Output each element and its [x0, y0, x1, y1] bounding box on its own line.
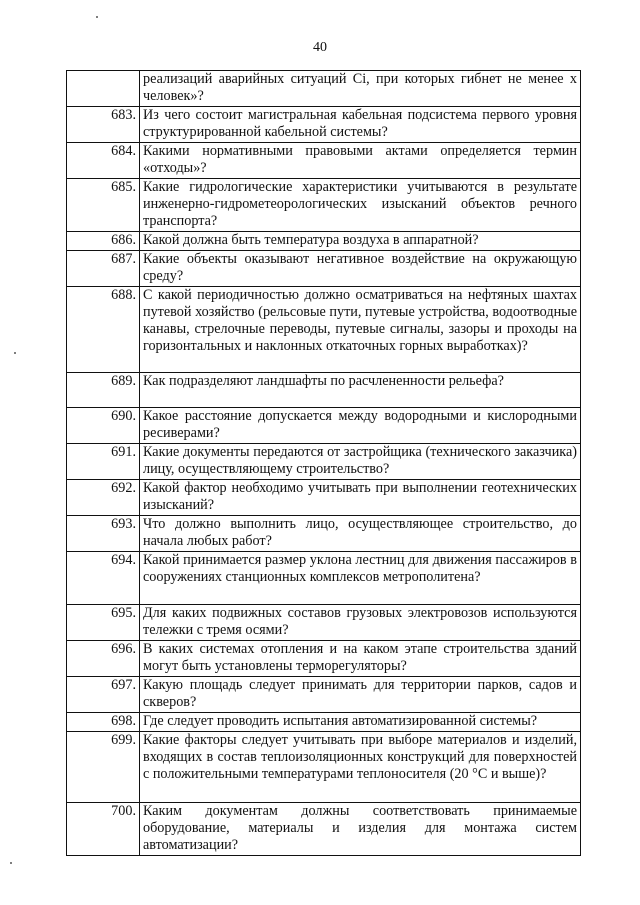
question-number: 683. [67, 107, 140, 143]
questions-table [66, 70, 581, 856]
question-row [67, 641, 581, 677]
question-number: 697. [67, 677, 140, 713]
question-row [67, 143, 581, 179]
question-number: 698. [67, 713, 140, 732]
question-number: 685. [67, 179, 140, 232]
scan-speck [96, 16, 98, 18]
question-number: 684. [67, 143, 140, 179]
question-text: Какой должна быть температура воздуха в аппаратной? [140, 232, 581, 251]
question-text: Каким документам должны соответствовать принимаемые оборудование, материалы и изделия для монтажа систем автоматизации? [140, 803, 581, 856]
question-number: 696. [67, 641, 140, 677]
question-number: 687. [67, 251, 140, 287]
question-row [67, 677, 581, 713]
question-row [67, 605, 581, 641]
question-text: В каких системах отопления и на каком этапе строительства зданий могут быть установлены терморегуляторы? [140, 641, 581, 677]
question-text: Какое расстояние допускается между водородными и кислородными ресиверами? [140, 408, 581, 444]
question-text: Как подразделяют ландшафты по расчлененности рельефа? [140, 373, 581, 408]
question-number [67, 71, 140, 107]
question-row [67, 232, 581, 251]
question-row [67, 732, 581, 803]
question-number: 695. [67, 605, 140, 641]
question-text: Какие документы передаются от застройщика (технического заказчика) лицу, осуществляющему строительство? [140, 444, 581, 480]
question-number: 690. [67, 408, 140, 444]
question-row [67, 179, 581, 232]
question-text: Из чего состоит магистральная кабельная подсистема первого уровня структурированной кабельной системы? [140, 107, 581, 143]
question-row [67, 444, 581, 480]
question-row [67, 803, 581, 856]
question-text: Какие факторы следует учитывать при выборе материалов и изделий, входящих в состав теплоизоляционных конструкций для поверхностей с положительными температурами теплоносителя (20 °С и выше)? [140, 732, 581, 803]
question-row [67, 373, 581, 408]
question-row [67, 251, 581, 287]
question-number: 688. [67, 287, 140, 373]
question-text: Какими нормативными правовыми актами определяется термин «отходы»? [140, 143, 581, 179]
question-row [67, 480, 581, 516]
question-text: С какой периодичностью должно осматриваться на нефтяных шахтах путевой хозяйство (рельсовые пути, путевые устройства, водоотводные канавы, стрелочные переводы, путевые сигналы, зазоры и проходы на горизонтальных и наклонных откаточных горных выработках)? [140, 287, 581, 373]
question-text: Какие гидрологические характеристики учитываются в результате инженерно-гидрометеорологических изысканий объектов речного транспорта? [140, 179, 581, 232]
question-number: 691. [67, 444, 140, 480]
question-row [67, 408, 581, 444]
question-number: 689. [67, 373, 140, 408]
question-text: Что должно выполнить лицо, осуществляющее строительство, до начала любых работ? [140, 516, 581, 552]
question-row [67, 713, 581, 732]
question-number: 692. [67, 480, 140, 516]
question-text: Для каких подвижных составов грузовых электровозов используются тележки с тремя осями? [140, 605, 581, 641]
question-number: 694. [67, 552, 140, 605]
page-number: 40 [313, 40, 327, 55]
question-text: Какой принимается размер уклона лестниц для движения пассажиров в сооружениях станционных комплексов метрополитена? [140, 552, 581, 605]
question-row [67, 287, 581, 373]
question-number: 693. [67, 516, 140, 552]
scan-speck [10, 862, 12, 864]
question-number: 700. [67, 803, 140, 856]
question-text: реализаций аварийных ситуаций Ci, при которых гибнет не менее х человек»? [140, 71, 581, 107]
question-row [67, 516, 581, 552]
question-text: Какие объекты оказывают негативное воздействие на окружающую среду? [140, 251, 581, 287]
questions-table-body [67, 71, 581, 856]
question-text: Какой фактор необходимо учитывать при выполнении геотехнических изысканий? [140, 480, 581, 516]
question-number: 686. [67, 232, 140, 251]
question-text: Где следует проводить испытания автоматизированной системы? [140, 713, 581, 732]
scan-speck [14, 352, 16, 354]
question-number: 699. [67, 732, 140, 803]
question-text: Какую площадь следует принимать для территории парков, садов и скверов? [140, 677, 581, 713]
question-row [67, 552, 581, 605]
question-row [67, 107, 581, 143]
question-row [67, 71, 581, 107]
